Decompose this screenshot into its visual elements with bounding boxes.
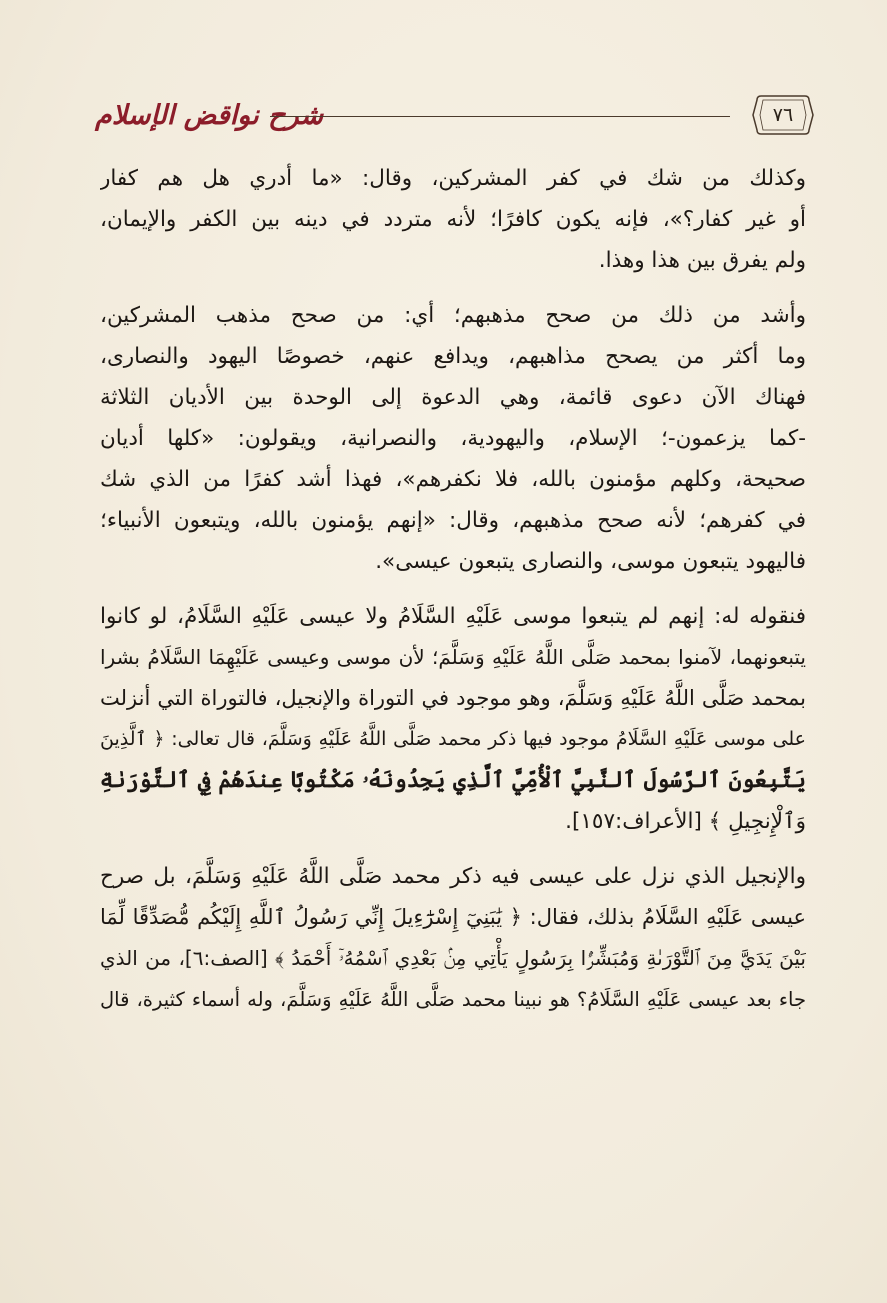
text-line: في كفرهم؛ لأنه صحح مذهبهم، وقال: «إنهم يؤمنون بالله، ويتبعون الأنبياء؛ — [100, 508, 806, 533]
text-line: فنقوله له: إنهم لم يتبعوا موسى عَلَيْهِ السَّلَامُ ولا عيسى عَلَيْهِ السَّلَامُ، لو كانوا — [100, 604, 806, 629]
quran-verse-line: يَتَّبِعُونَ ٱلرَّسُولَ ٱلنَّبِيَّ ٱلْأُمِّيَّ ٱلَّذِي يَجِدُونَهُۥ مَكْتُوبًا عِندَهُمْ فِي ٱلتَّوْرَىٰةِ — [100, 767, 806, 793]
page-number: ٧٦ — [772, 104, 794, 126]
text-line: عيسى عَلَيْهِ السَّلَامُ بذلك، فقال: ﴿ يَٰبَنِيٓ إِسْرَٰٓءِيلَ إِنِّي رَسُولُ ٱللَّهِ إِلَيْكُم مُّصَدِّقًا لِّمَا — [100, 905, 806, 929]
text-line: وأشد من ذلك من صحح مذهبهم؛ أي: من صحح مذهب المشركين، — [100, 303, 806, 328]
text-line: -كما يزعمون-؛ الإسلام، واليهودية، والنصرانية، ويقولون: «كلها أديان — [100, 426, 806, 451]
text-line: أو غير كفار؟»، فإنه يكون كافرًا؛ لأنه متردد في دينه بين الكفر والإيمان، — [100, 207, 806, 232]
text-line: بَيْنَ يَدَيَّ مِنَ ٱلتَّوْرَىٰةِ وَمُبَشِّرًۢا بِرَسُولٍ يَأْتِي مِنۢ بَعْدِي ٱسْمُهُۥٓ أَحْمَدُ ﴾ [الصف:٦]، من الذي — [100, 946, 806, 970]
header-rule — [270, 116, 730, 117]
text-line: على موسى عَلَيْهِ السَّلَامُ موجود فيها ذكر محمد صَلَّى اللَّهُ عَلَيْهِ وَسَلَّمَ، قال تعالى: ﴿ ٱلَّذِينَ — [100, 728, 806, 750]
text-line: وكذلك من شك في كفر المشركين، وقال: «ما أدري هل هم كفار — [100, 166, 806, 191]
paragraph — [100, 596, 806, 842]
text-line: صحيحة، وكلهم مؤمنون بالله، فلا نكفرهم»، فهذا أشد كفرًا من الذي شك — [100, 467, 806, 492]
paragraph — [100, 856, 806, 1020]
text-line: ولم يفرق بين هذا وهذا. — [598, 248, 806, 273]
book-title: شرح نواقض الإسلام — [95, 100, 324, 131]
page-number-frame — [751, 94, 815, 136]
paragraph — [100, 295, 806, 582]
text-line: فاليهود يتبعون موسى، والنصارى يتبعون عيسى». — [375, 549, 806, 574]
paragraph — [100, 158, 806, 281]
text-line: والإنجيل الذي نزل على عيسى فيه ذكر محمد صَلَّى اللَّهُ عَلَيْهِ وَسَلَّمَ، بل صرح — [100, 864, 806, 889]
page-header — [95, 92, 815, 144]
text-line: وما أكثر من يصحح مذاهبهم، ويدافع عنهم، خصوصًا اليهود والنصارى، — [100, 344, 806, 369]
text-line: جاء بعد عيسى عَلَيْهِ السَّلَامُ؟ هو نبينا محمد صَلَّى اللَّهُ عَلَيْهِ وَسَلَّمَ، وله أسماء كثيرة، قال — [100, 988, 806, 1011]
text-line: فهناك الآن دعوى قائمة، وهي الدعوة إلى الوحدة بين الأديان الثلاثة — [100, 385, 806, 410]
text-line: وَٱلْإِنجِيلِ ﴾ [الأعراف:١٥٧]. — [565, 809, 806, 834]
text-line: يتبعونهما، لآمنوا بمحمد صَلَّى اللَّهُ عَلَيْهِ وَسَلَّمَ؛ لأن موسى وعيسى عَلَيْهِمَا السَّلَامُ بشرا — [100, 645, 806, 669]
text-line: بمحمد صَلَّى اللَّهُ عَلَيْهِ وَسَلَّمَ، وهو موجود في التوراة والإنجيل، فالتوراة التي أنزلت — [100, 686, 806, 710]
body-text — [100, 158, 806, 1034]
